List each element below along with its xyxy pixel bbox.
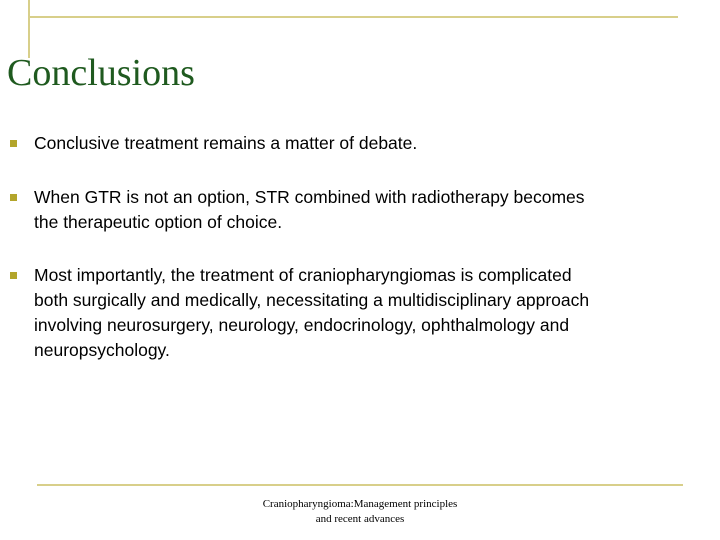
slide-title: Conclusions — [7, 52, 195, 94]
bullet-text: Conclusive treatment remains a matter of debate. — [34, 133, 418, 153]
bullet-item — [10, 263, 610, 363]
footer-line: and recent advances — [315, 513, 405, 525]
decorative-top-line — [28, 16, 678, 18]
footer-caption — [240, 497, 480, 527]
square-bullet-icon — [10, 272, 17, 279]
bullet-item — [10, 131, 610, 156]
bullet-text: Most importantly, the treatment of craniopharyngiomas is complicated both surgically and medically, necessitating a multidisciplinary approach involving neurosurgery, neurology, endocrinology, ophthalmology and neuropsychology. — [34, 265, 590, 360]
bullet-text: When GTR is not an option, STR combined with radiotherapy becomes the therapeutic option of choice. — [34, 187, 585, 232]
footer-divider — [37, 484, 683, 486]
square-bullet-icon — [10, 194, 17, 201]
square-bullet-icon — [10, 140, 17, 147]
bullet-item — [10, 185, 610, 235]
footer-line: Craniopharyngioma:Management principles — [262, 498, 458, 510]
